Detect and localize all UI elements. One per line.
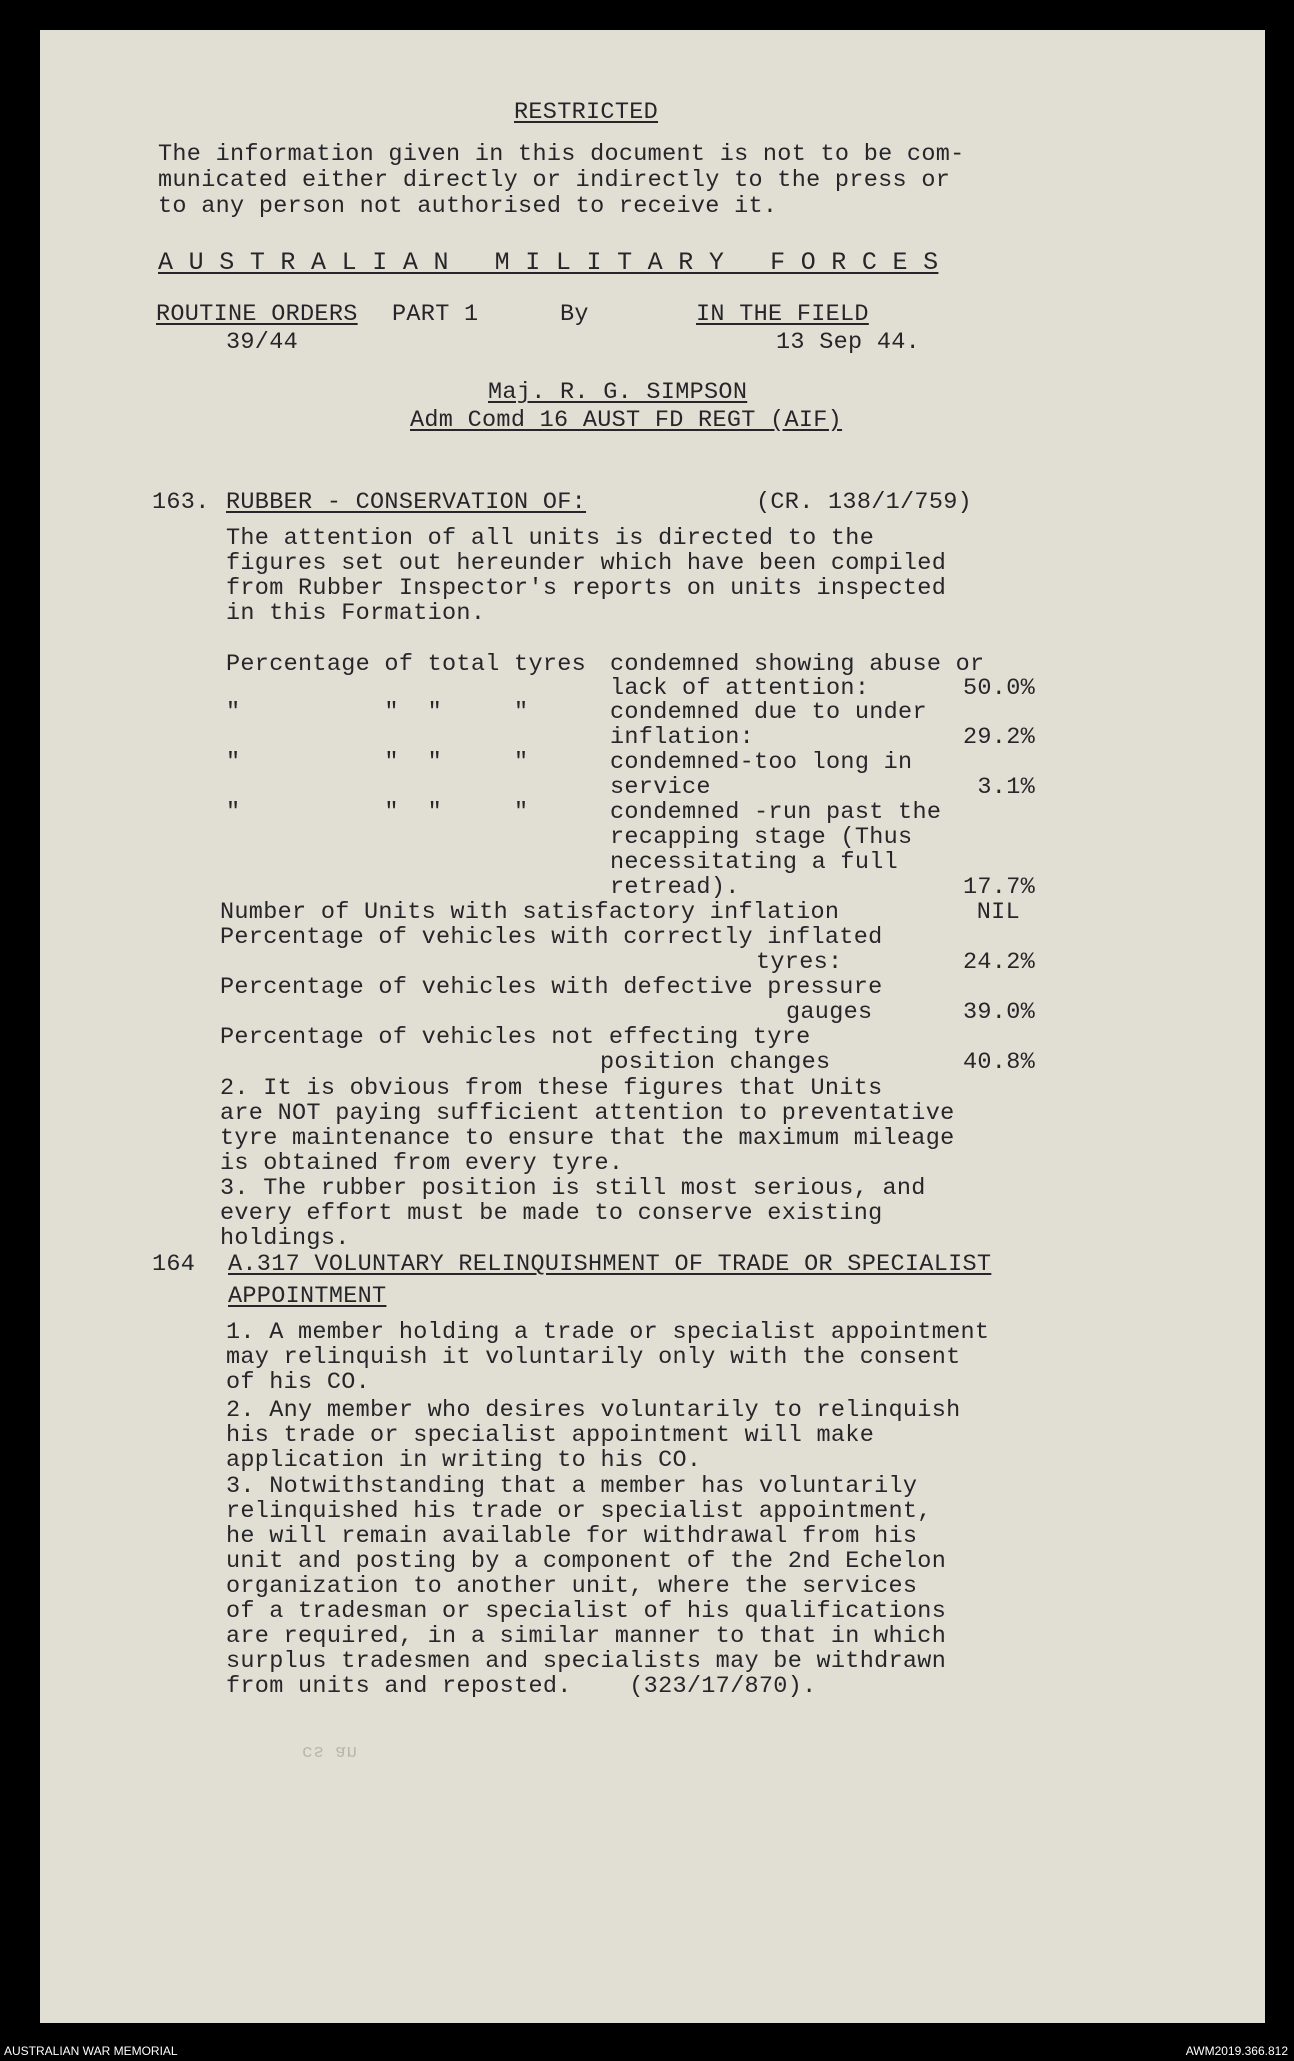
para2-line-4: is obtained from every tyre. [220,1150,624,1177]
item-164-body-11: organization to another unit, where the services [226,1573,918,1600]
order-number: 39/44 [226,329,299,356]
force-heading: A U S T R A L I A N M I L I T A R Y F O R C E S [158,248,939,277]
item-164-body-12: of a tradesman or specialist of his qualifications [226,1598,947,1625]
stat-2-line-1: condemned due to under [610,699,927,726]
bleed-through-text: cs an [302,1741,358,1761]
item-164-body-10: unit and posting by a component of the 2nd Echelon [226,1548,947,1575]
by-label: By [560,301,589,328]
item-164-title-1: A.317 VOLUNTARY RELINQUISHMENT OF TRADE OR SPECIALIST [228,1251,992,1278]
stat-4-value: 17.7% [962,874,1035,901]
notice-line-2: municated either directly or indirectly to the press or [158,167,951,194]
part-label: PART 1 [392,301,479,328]
item-164-title-2: APPOINTMENT [228,1283,387,1310]
para2-line-1: 2. It is obvious from these figures that Units [220,1075,883,1102]
stat-1-line-2: lack of attention: [610,675,870,702]
ditto-row-2: " " " " [226,699,529,726]
stat-4-line-2: recapping stage (Thus [610,824,913,851]
document-page [40,30,1265,2023]
notice-line-3: to any person not authorised to receive it. [158,193,778,220]
stat-4-line-1: condemned -run past the [610,799,942,826]
item-164-body-7: 3. Notwithstanding that a member has voluntarily [226,1473,918,1500]
item-164-body-3: of his CO. [226,1369,371,1396]
item-164-body-8: relinquished his trade or specialist appointment, [226,1498,932,1525]
stat-2-line-2: inflation: [610,724,755,751]
ditto-row-4: " " " " [226,799,529,826]
footer-right: AWM2019.366.812 [1185,2044,1288,2058]
stat-3-line-2: service [610,774,711,801]
item-163-intro-4: in this Formation. [226,600,486,627]
location-label: IN THE FIELD [696,301,869,328]
item-164-body-4: 2. Any member who desires voluntarily to relinquish [226,1397,961,1424]
other-stat-1-line-1: Number of Units with satisfactory inflation [220,899,840,926]
para2-line-2: are NOT paying sufficient attention to preventative [220,1100,955,1127]
other-stat-4-line-2: position changes [600,1049,831,1076]
ditto-row-3: " " " " [226,749,529,776]
item-164-body-14: surplus tradesmen and specialists may be withdrawn [226,1648,947,1675]
stat-3-value: 3.1% [977,774,1035,801]
footer-left: AUSTRALIAN WAR MEMORIAL [4,2044,178,2058]
item-163-reference: (CR. 138/1/759) [756,489,973,516]
other-stat-4-value: 40.8% [962,1049,1035,1076]
item-163-intro-3: from Rubber Inspector's reports on units inspected [226,575,947,602]
stat-2-value: 29.2% [962,724,1035,751]
item-164-body-5: his trade or specialist appointment will make [226,1422,875,1449]
command-line: Adm Comd 16 AUST FD REGT (AIF) [410,407,843,434]
other-stat-1-value: NIL [976,899,1020,926]
item-164-body-2: may relinquish it voluntarily only with the consent [226,1344,961,1371]
stat-1-value: 50.0% [962,675,1035,702]
stat-lead: Percentage of total tyres [226,651,587,678]
item-164-body-15: from units and reposted. (323/17/870). [226,1673,817,1700]
order-date: 13 Sep 44. [776,329,921,356]
item-163-intro-2: figures set out hereunder which have been compiled [226,550,947,577]
item-163-intro-1: The attention of all units is directed to the [226,525,875,552]
orders-label: ROUTINE ORDERS [156,301,358,328]
item-163-title: RUBBER - CONSERVATION OF: [226,489,587,516]
officer-name: Maj. R. G. SIMPSON [488,379,748,406]
item-164-body-9: he will remain available for withdrawal from his [226,1523,918,1550]
other-stat-2-line-2: tyres: [756,949,843,976]
para3-line-3: holdings. [220,1225,350,1252]
other-stat-2-line-1: Percentage of vehicles with correctly inflated [220,924,883,951]
stat-4-line-4: retread). [610,874,740,901]
other-stat-3-line-2: gauges [786,999,873,1026]
item-164-body-6: application in writing to his CO. [226,1447,702,1474]
para2-line-3: tyre maintenance to ensure that the maximum mileage [220,1125,955,1152]
classification-heading: RESTRICTED [514,99,659,126]
item-164-body-1: 1. A member holding a trade or specialist appointment [226,1319,990,1346]
notice-line-1: The information given in this document is not to be com- [158,141,965,168]
item-163-number: 163. [152,489,210,516]
item-164-number: 164 [152,1251,196,1278]
item-164-body-13: are required, in a similar manner to that in which [226,1623,947,1650]
stat-3-line-1: condemned-too long in [610,749,913,776]
other-stat-3-value: 39.0% [962,999,1035,1026]
para3-line-1: 3. The rubber position is still most serious, and [220,1175,926,1202]
stat-1-line-1: condemned showing abuse or [610,651,985,678]
stat-4-line-3: necessitating a full [610,849,899,876]
other-stat-3-line-1: Percentage of vehicles with defective pressure [220,974,883,1001]
other-stat-4-line-1: Percentage of vehicles not effecting tyre [220,1024,811,1051]
para3-line-2: every effort must be made to conserve existing [220,1200,883,1227]
other-stat-2-value: 24.2% [962,949,1035,976]
